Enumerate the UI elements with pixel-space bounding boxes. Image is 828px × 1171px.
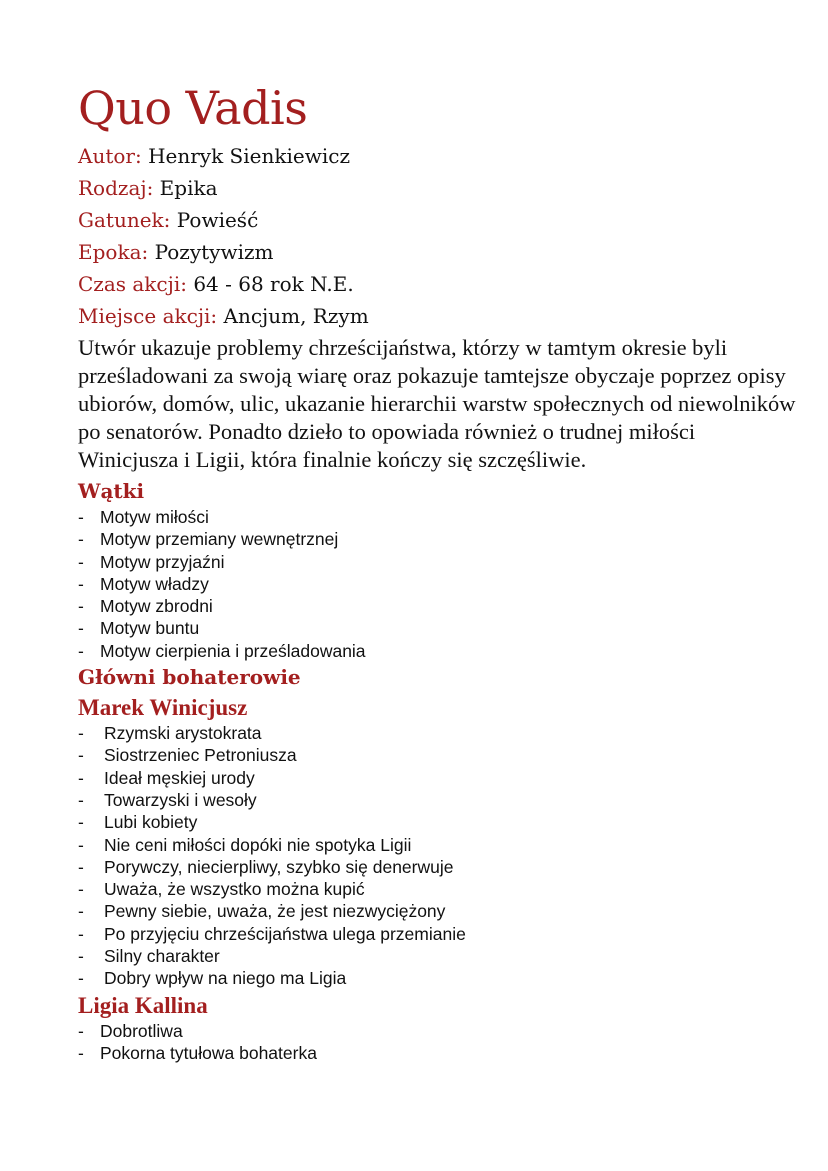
ligia-trait-item	[78, 1020, 798, 1042]
watki-list-item	[78, 640, 798, 662]
list-dash: -	[78, 879, 84, 900]
meta-epoka-value: Pozytywizm	[154, 240, 274, 264]
meta-rodzaj	[78, 172, 798, 204]
list-item-text: Dobry wpływ na niego ma Ligia	[104, 968, 347, 989]
list-dash: -	[78, 767, 84, 788]
list-dash: -	[78, 573, 84, 594]
watki-list-item	[78, 506, 798, 528]
list-item-text: Pewny siebie, uważa, że jest niezwyciężony	[104, 901, 446, 922]
meta-miejsce-label: Miejsce akcji:	[78, 304, 218, 328]
marek-trait-item	[78, 923, 798, 945]
list-item-text: Dobrotliwa	[100, 1020, 183, 1041]
marek-trait-item	[78, 744, 798, 766]
list-dash: -	[78, 789, 84, 810]
list-item-text: Rzymski arystokrata	[104, 723, 262, 744]
list-item-text: Siostrzeniec Petroniusza	[104, 745, 297, 766]
list-item-text: Motyw buntu	[100, 618, 200, 639]
list-item-text: Uważa, że wszystko można kupić	[104, 879, 365, 900]
list-dash: -	[78, 968, 84, 989]
marek-trait-item	[78, 945, 798, 967]
list-dash: -	[78, 618, 84, 639]
list-dash: -	[78, 1042, 84, 1063]
marek-trait-item	[78, 856, 798, 878]
list-item-text: Silny charakter	[104, 946, 220, 967]
marek-trait-item	[78, 767, 798, 789]
list-dash: -	[78, 856, 84, 877]
list-item-text: Motyw miłości	[100, 507, 209, 527]
marek-trait-item	[78, 722, 798, 744]
bohaterowie-heading: Główni bohaterowie	[78, 665, 301, 690]
summary-paragraph: Utwór ukazuje problemy chrześcijaństwa, którzy w tamtym okresie byli prześladowani za swoją wiarę oraz pokazuje tamtejsze obyczaje poprzez opisy ubiorów, domów, ulic, ukazanie hierarchii warstw społecznych od niewolników po senatorów. Ponadto dzieło to opowiada również o trudnej miłości Winicjusza i Ligii, która finalnie kończy się szczęśliwie.	[78, 335, 796, 472]
list-dash: -	[78, 834, 84, 855]
list-dash: -	[78, 1020, 84, 1041]
meta-epoka-label: Epoka:	[78, 240, 149, 264]
meta-gatunek-value: Powieść	[176, 208, 259, 232]
list-item-text: Nie ceni miłości dopóki nie spotyka Ligii	[104, 834, 412, 855]
list-item-text: Ideał męskiej urody	[104, 767, 255, 788]
meta-rodzaj-value: Epika	[159, 176, 218, 200]
marek-trait-item	[78, 834, 798, 856]
watki-heading: Wątki	[78, 479, 145, 503]
character-ligia-heading: Ligia Kallina	[78, 992, 208, 1018]
watki-list-item	[78, 595, 798, 617]
list-dash: -	[78, 529, 84, 550]
list-item-text: Pokorna tytułowa bohaterka	[100, 1042, 317, 1063]
watki-list-item	[78, 573, 798, 595]
ligia-trait-item	[78, 1042, 798, 1064]
meta-miejsce-akcji	[78, 300, 798, 332]
list-dash: -	[78, 923, 84, 944]
meta-miejsce-value: Ancjum, Rzym	[223, 304, 369, 328]
list-dash: -	[78, 551, 84, 572]
marek-trait-item	[78, 811, 798, 833]
meta-rodzaj-label: Rodzaj:	[78, 176, 154, 200]
meta-gatunek	[78, 204, 798, 236]
list-item-text: Motyw władzy	[100, 573, 209, 594]
ligia-traits-list	[78, 1020, 798, 1065]
list-item-text: Po przyjęciu chrześcijaństwa ulega przemianie	[104, 923, 466, 944]
meta-czas-label: Czas akcji:	[78, 272, 187, 296]
list-dash: -	[78, 723, 84, 744]
marek-traits-list	[78, 722, 798, 990]
meta-czas-value: 64 - 68 rok N.E.	[193, 272, 354, 296]
list-dash: -	[78, 640, 84, 661]
watki-list-item	[78, 528, 798, 550]
marek-trait-item	[78, 789, 798, 811]
list-item-text: Lubi kobiety	[104, 812, 198, 833]
list-dash: -	[78, 812, 84, 833]
meta-gatunek-label: Gatunek:	[78, 208, 171, 232]
character-marek-heading: Marek Winicjusz	[78, 695, 248, 721]
list-dash: -	[78, 946, 84, 967]
marek-trait-item	[78, 878, 798, 900]
list-dash: -	[78, 507, 84, 527]
document-page	[78, 82, 798, 1064]
watki-list	[78, 506, 798, 662]
marek-trait-item	[78, 967, 798, 989]
meta-czas-akcji	[78, 268, 798, 300]
meta-autor-value: Henryk Sienkiewicz	[148, 144, 350, 168]
meta-autor	[78, 140, 798, 172]
marek-trait-item	[78, 900, 798, 922]
document-title: Quo Vadis	[78, 81, 308, 135]
list-item-text: Motyw zbrodni	[100, 596, 213, 617]
list-item-text: Towarzyski i wesoły	[104, 789, 257, 810]
list-item-text: Motyw przemiany wewnętrznej	[100, 529, 339, 550]
watki-list-item	[78, 551, 798, 573]
list-item-text: Porywczy, niecierpliwy, szybko się denerwuje	[104, 856, 454, 877]
list-dash: -	[78, 596, 84, 617]
list-item-text: Motyw cierpienia i prześladowania	[100, 640, 366, 661]
meta-autor-label: Autor:	[78, 144, 142, 168]
watki-list-item	[78, 617, 798, 639]
list-dash: -	[78, 901, 84, 922]
meta-epoka	[78, 236, 798, 268]
list-dash: -	[78, 745, 84, 766]
list-item-text: Motyw przyjaźni	[100, 551, 225, 572]
